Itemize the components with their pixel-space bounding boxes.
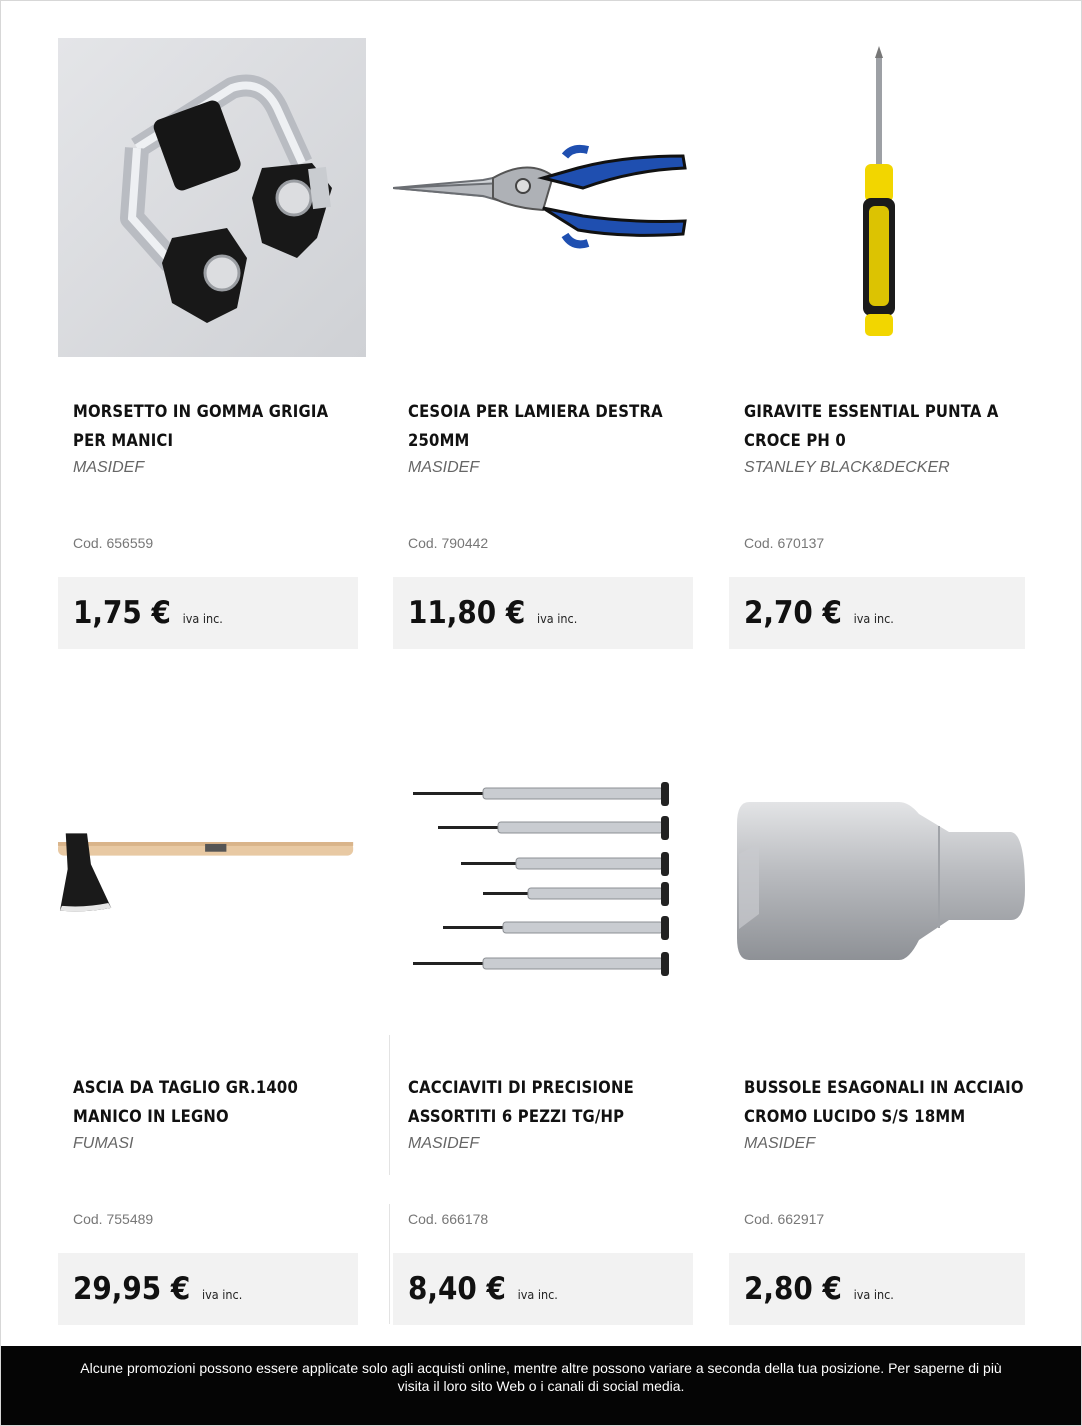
product-card[interactable] (58, 714, 358, 1326)
product-title[interactable]: CESOIA PER LAMIERA DESTRA 250MM (408, 402, 663, 450)
price-value: 11,80 € (408, 595, 526, 631)
product-brand: MASIDEF (408, 459, 480, 476)
price-value: 2,70 € (744, 595, 842, 631)
tax-note: iva inc. (202, 1287, 243, 1302)
product-code: Cod. 790442 (408, 535, 489, 551)
product-card[interactable] (729, 714, 1029, 1326)
tax-note: iva inc. (853, 1287, 894, 1302)
tax-note: iva inc. (182, 611, 223, 626)
product-brand: STANLEY BLACK&DECKER (744, 459, 950, 476)
price (73, 1269, 242, 1315)
product-code: Cod. 666178 (408, 1211, 489, 1227)
price-value: 8,40 € (408, 1271, 506, 1307)
screwdriver-icon (729, 38, 1029, 356)
tax-note: iva inc. (537, 611, 578, 626)
product-brand: FUMASI (73, 1135, 134, 1152)
product-image[interactable] (393, 714, 693, 1032)
price (744, 593, 894, 639)
product-title[interactable]: GIRAVITE ESSENTIAL PUNTA A CROCE PH 0 (744, 402, 999, 450)
price (744, 1269, 894, 1315)
product-card[interactable] (393, 38, 693, 650)
price-value: 29,95 € (73, 1271, 191, 1307)
product-image[interactable] (729, 38, 1029, 356)
product-image[interactable] (58, 714, 358, 1032)
footer-disclaimer-text: Alcune promozioni possono essere applicate solo agli acquisti online, mentre altre possono variare a seconda della tua posizione. Per saperne di più visita il loro sito Web o i canali di social media. (80, 1359, 1002, 1394)
tin-snips-icon (393, 38, 693, 356)
product-title[interactable]: BUSSOLE ESAGONALI IN ACCIAIO CROMO LUCIDO S/S 18MM (744, 1078, 1024, 1126)
product-image[interactable] (393, 38, 693, 356)
price-value: 2,80 € (744, 1271, 842, 1307)
product-card[interactable] (729, 38, 1029, 650)
price-box (729, 1253, 1025, 1325)
product-brand: MASIDEF (73, 459, 145, 476)
price-box (393, 577, 693, 649)
price-box (729, 577, 1025, 649)
product-card[interactable] (58, 38, 358, 650)
product-brand: MASIDEF (408, 1135, 480, 1152)
product-image[interactable] (729, 714, 1029, 1032)
rubber-clamp-icon (62, 48, 362, 348)
price (408, 1269, 558, 1315)
price (73, 593, 223, 639)
product-card[interactable] (393, 714, 693, 1326)
column-divider (389, 1035, 390, 1175)
axe-icon (58, 714, 358, 1032)
footer-disclaimer-bar (1, 1346, 1081, 1425)
product-code: Cod. 755489 (73, 1211, 154, 1227)
price-box (58, 577, 358, 649)
product-code: Cod. 662917 (744, 1211, 825, 1227)
product-image[interactable] (58, 38, 366, 357)
product-code: Cod. 656559 (73, 535, 154, 551)
product-title[interactable]: ASCIA DA TAGLIO GR.1400 MANICO IN LEGNO (73, 1078, 298, 1126)
precision-screwdrivers-icon (393, 714, 693, 1032)
tax-note: iva inc. (517, 1287, 558, 1302)
product-code: Cod. 670137 (744, 535, 825, 551)
price-box (393, 1253, 693, 1325)
product-brand: MASIDEF (744, 1135, 816, 1152)
tax-note: iva inc. (853, 611, 894, 626)
hex-socket-icon (729, 714, 1029, 1032)
price-box (58, 1253, 358, 1325)
price (408, 593, 577, 639)
product-title[interactable]: MORSETTO IN GOMMA GRIGIA PER MANICI (73, 402, 329, 450)
column-divider (389, 1204, 390, 1324)
product-title[interactable]: CACCIAVITI DI PRECISIONE ASSORTITI 6 PEZZI TG/HP (408, 1078, 634, 1126)
price-value: 1,75 € (73, 595, 171, 631)
